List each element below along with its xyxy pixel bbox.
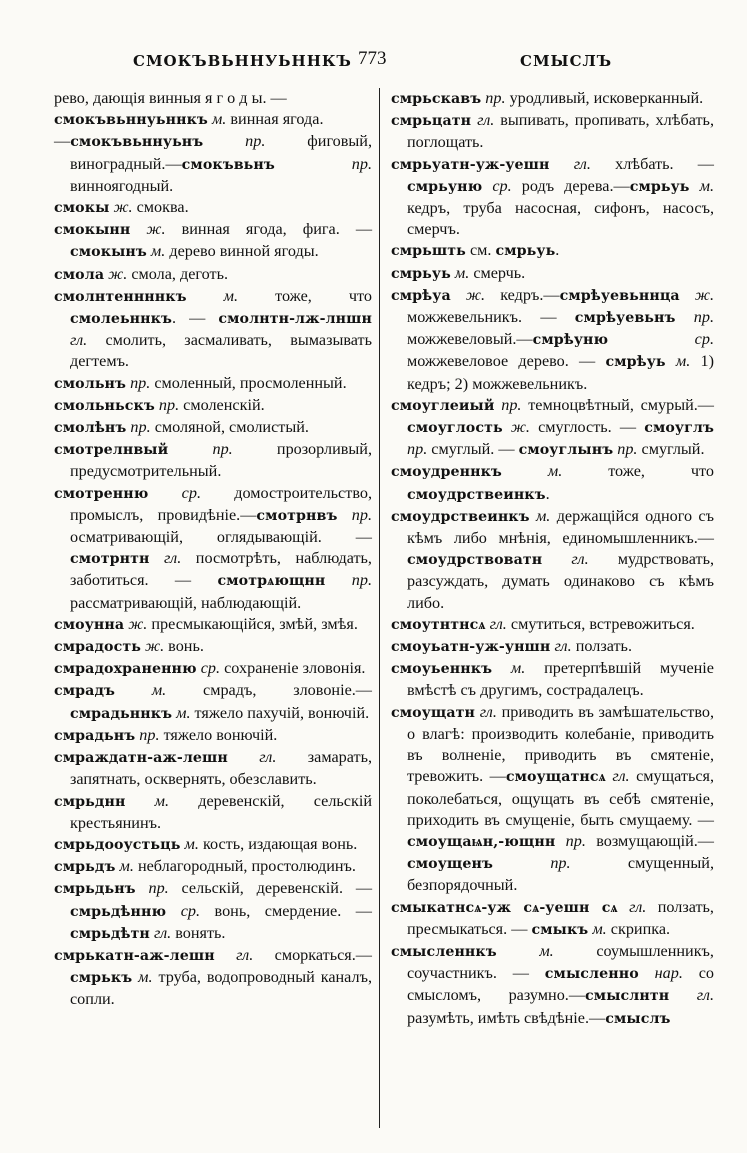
definition-text: смуглый. — (427, 440, 519, 459)
grammar-label: пр. (168, 440, 233, 459)
dictionary-entry (391, 263, 714, 285)
headword: смолнтн-лж-лншн (218, 311, 372, 328)
headword: смокъвьннуьнъ (70, 134, 204, 151)
definition-text: неблагородный, простолюдинъ. (133, 857, 356, 876)
headword: смольнъ (54, 375, 127, 392)
definition-text: со смысломъ, разумно.— (407, 964, 714, 1005)
grammar-label: гл. (227, 748, 277, 767)
grammar-label: м. (132, 968, 153, 987)
headword: смрьскавъ (391, 91, 482, 107)
headword: смола (54, 266, 105, 283)
grammar-label: ср. (608, 330, 714, 349)
definition-text: приводить въ замѣшательство, о влагѣ: производить колебаніе, приводить въ волненіе, приводить въ смятеніе, тревожить. — (407, 702, 714, 786)
grammar-label: гл. (550, 637, 572, 656)
definition-text: рево, дающія винныя я г о д ы. — (54, 89, 287, 107)
headword: смрѣуню (532, 332, 609, 349)
definition-text: винноягодный. (70, 176, 174, 195)
running-header (0, 48, 747, 78)
definition-text: смоленскій. (179, 395, 265, 414)
definition-text: прозорливый, предусмотрительный. (70, 440, 372, 481)
headword: смокынъ (70, 244, 147, 261)
definition-text: смоленный, просмоленный. (150, 373, 347, 392)
definition-text: кедръ.— (485, 285, 560, 304)
definition-text: тяжело пахучій, вонючій. (190, 703, 370, 722)
headword: смрьдъ (54, 859, 116, 876)
dictionary-entry (54, 856, 372, 878)
headword: смоудрствеинкъ (407, 486, 546, 503)
headword: смолнтеннннкъ (54, 288, 187, 305)
headword: смоуглъ (644, 420, 714, 437)
header-right-guideword: СМЫСЛЪ (520, 52, 613, 70)
definition-text: разумѣть, имѣть свѣдѣніе.— (407, 1008, 606, 1027)
headword: смыкатнсѧ-уж сѧ-уешн сѧ (391, 899, 618, 916)
page-number: 773 (358, 48, 387, 69)
grammar-label: м. (180, 834, 199, 853)
definition-text: см. (465, 241, 496, 260)
header-left-guideword: СМОКЪВЬННУЬННКЪ (133, 52, 352, 70)
grammar-label: гл. (542, 550, 589, 569)
headword: смрадость (54, 639, 141, 656)
definition-text: смуглый. (637, 440, 705, 459)
definition-text: кость, издающая вонь. (198, 834, 358, 853)
definition-text: можжевеловое дерево. — (407, 352, 606, 371)
definition-text: мудрствовать, разсуждать, думать одинаково съ кѣмъ либо. (407, 550, 714, 612)
dictionary-entry (391, 897, 714, 941)
dictionary-entry (54, 636, 372, 658)
definition-text: смерчь. (469, 263, 526, 282)
grammar-label: м. (492, 659, 526, 678)
definition-text: . (555, 241, 560, 260)
grammar-label: ср. (482, 176, 512, 195)
left-column (54, 88, 372, 1011)
grammar-label: м. (207, 110, 227, 129)
definition-text: возмущающій.— (585, 831, 714, 850)
headword: смоущатн (391, 704, 476, 721)
headword: смотрелнвый (54, 442, 169, 459)
headword: смокы (54, 200, 110, 217)
definition-text: тяжело вонючій. (159, 725, 278, 744)
grammar-label: пр. (274, 154, 372, 173)
grammar-label: гл. (149, 923, 172, 942)
grammar-label: ж. (109, 198, 133, 217)
headword: смрадъ (54, 683, 116, 700)
dictionary-entry (54, 417, 372, 439)
grammar-label: пр. (494, 395, 522, 414)
dictionary-entry (391, 240, 714, 262)
headword: смрьуь (495, 243, 556, 260)
grammar-label: ср. (148, 483, 201, 502)
grammar-label: м. (689, 176, 714, 195)
grammar-label: пр. (126, 418, 151, 437)
grammar-label: ж. (124, 614, 148, 633)
grammar-label: гл. (669, 986, 714, 1005)
grammar-label: пр. (203, 132, 266, 151)
definition-text: — (54, 132, 71, 151)
grammar-label: м. (172, 703, 191, 722)
headword: смолѣнъ (54, 420, 127, 437)
definition-text: вонь, смердение. — (200, 901, 372, 920)
definition-text: родъ дерева.— (511, 176, 630, 195)
dictionary-entry (391, 636, 714, 658)
definition-text: смоква. (132, 198, 189, 217)
grammar-label: пр. (481, 89, 506, 107)
definition-text: выпивать, пропивать, хлѣбать, поглощать. (407, 111, 714, 152)
definition-text: вонять. (171, 923, 226, 942)
definition-text: рассматривающій, наблюдающій. (70, 593, 302, 612)
dictionary-entry (54, 131, 372, 197)
dictionary-entry (54, 219, 372, 263)
headword: смраждатн-аж-лешн (54, 750, 228, 767)
grammar-label: гл. (617, 897, 647, 916)
dictionary-entry (391, 110, 714, 153)
dictionary-entry (391, 285, 714, 395)
headword: смрьуню (407, 178, 483, 195)
dictionary-entry (391, 461, 714, 505)
headword: смоуглость (407, 420, 503, 437)
grammar-label: ж. (450, 285, 486, 304)
definition-text: хлѣбать. — (590, 154, 714, 173)
dictionary-entry (54, 264, 372, 286)
definition-text: смола, деготь. (127, 264, 229, 283)
definition-text: кедръ, труба насосная, сифонъ, насосъ, смерчъ. (407, 199, 714, 239)
headword: смрѣуевьннца (559, 287, 680, 304)
dictionary-entry (391, 702, 714, 897)
dictionary-entry (391, 941, 714, 1030)
grammar-label: м. (125, 791, 170, 810)
dictionary-entry (54, 109, 372, 131)
headword: смрадохраненню (54, 661, 197, 678)
dictionary-entry (54, 373, 372, 395)
headword: смоунна (54, 616, 125, 633)
grammar-label: нар. (638, 964, 683, 983)
definition-text: темноцвѣтный, смурый.— (521, 395, 714, 414)
dictionary-entry (54, 747, 372, 790)
headword: смрьднн (54, 793, 126, 810)
definition-text: фиговый, виноградный.— (70, 132, 372, 173)
grammar-label: ср. (196, 659, 221, 678)
headword: смрьдѣнню (70, 903, 167, 920)
headword: смолеьннкъ (70, 311, 172, 328)
definition-text: смуглость. — (529, 418, 645, 437)
dictionary-entry (54, 88, 372, 109)
grammar-label: пр. (135, 879, 169, 898)
headword: смотрнтн (70, 551, 150, 568)
definition-text: претерпѣвшій мученіе вмѣстѣ съ другимъ, сострадалецъ. (407, 659, 714, 700)
definition-text: дерево винной ягоды. (165, 242, 319, 261)
grammar-label: гл. (70, 331, 88, 350)
definition-text: уродливый, исковерканный. (505, 89, 704, 107)
grammar-label: гл. (214, 945, 254, 964)
dictionary-entry (391, 614, 714, 636)
definition-text: смрадъ, зловоніе.— (166, 681, 372, 700)
dictionary-entry (54, 834, 372, 856)
grammar-label: ж. (140, 637, 165, 656)
grammar-label: пр. (325, 571, 372, 590)
headword: смоудрствеинкъ (391, 508, 530, 525)
grammar-label: пр. (492, 854, 571, 873)
headword: смрьуь (391, 265, 451, 282)
dictionary-entry (54, 614, 372, 636)
grammar-label: пр. (337, 505, 372, 524)
headword: смрьуатн-уж-уешн (391, 156, 550, 173)
dictionary-entry (391, 506, 714, 614)
headword: смрѣуь (605, 354, 666, 371)
definition-text: . (545, 484, 550, 503)
definition-text: скрипка. (606, 919, 671, 938)
dictionary-entry (391, 154, 714, 241)
headword: смысленнкъ (391, 943, 497, 960)
grammar-label: гл. (605, 767, 630, 786)
dictionary-entry (391, 658, 714, 701)
definition-text: сморкаться.— (253, 945, 372, 964)
definition-text: смутиться, встревожиться. (506, 614, 695, 633)
dictionary-entry (54, 725, 372, 747)
headword: смрѣуа (391, 287, 451, 304)
definition-text: смоляной, смолистый. (150, 418, 309, 437)
headword: смоуглеиый (391, 397, 495, 414)
grammar-label: ж. (130, 220, 166, 239)
grammar-label: пр. (154, 395, 180, 414)
definition-text: тоже, что (238, 286, 372, 305)
definition-text: смолить, засмаливать, вымазывать дегтемъ. (70, 331, 372, 371)
headword: смрькатн-аж-лешн (54, 947, 215, 964)
dictionary-entry (54, 197, 372, 219)
definition-text: замарать, запятнать, осквернять, обезславить. (70, 748, 372, 789)
headword: смрадьннкъ (70, 705, 173, 722)
dictionary-entry (54, 439, 372, 482)
headword: смрьцатн (391, 113, 472, 130)
headword: смыкъ (531, 921, 589, 938)
definition-text: смущаться, поколебаться, ощущать въ себѣ смятеніе, приходить въ смущеніе, быть смущаему. — (407, 767, 715, 829)
dictionary-entry (391, 88, 714, 110)
definition-text: вонь. (164, 637, 204, 656)
definition-text: 1) кедръ; 2) можжевельникъ. (407, 352, 715, 393)
grammar-label: гл. (471, 111, 495, 130)
grammar-label: пр. (126, 373, 151, 392)
grammar-label: м. (496, 941, 554, 960)
definition-text: ползать. (571, 637, 632, 656)
definition-text: можжевеловый.— (407, 330, 533, 349)
headword: смотрѧющнн (217, 573, 326, 590)
dictionary-entry (391, 395, 714, 462)
definition-text: сохраненіе зловонія. (220, 659, 366, 678)
grammar-label: ж. (104, 264, 128, 283)
dictionary-entry (54, 483, 372, 614)
headword: смоущенъ (407, 856, 493, 873)
grammar-label: м. (146, 242, 166, 261)
grammar-label: м. (529, 506, 551, 525)
dictionary-entry (54, 878, 372, 945)
dictionary-entry (54, 286, 372, 373)
grammar-label: ж. (502, 418, 530, 437)
headword: смотрнвъ (256, 507, 338, 524)
definition-text: осматривающій, оглядывающій. — (70, 528, 372, 547)
headword: смокъвьнъ (181, 156, 275, 173)
grammar-label: ж. (679, 285, 714, 304)
headword: смрадьнъ (54, 727, 136, 744)
headword: смоудрствоватн (407, 552, 543, 569)
headword: смокынн (54, 222, 131, 239)
column-divider (379, 88, 380, 1128)
definition-text: держащійся одного съ кѣмъ либо мнѣнія, единомышленникъ.— (407, 506, 714, 548)
grammar-label: гл. (149, 549, 182, 568)
headword: смрьшть (391, 243, 466, 260)
grammar-label: м. (450, 263, 470, 282)
headword: смрькъ (70, 970, 133, 987)
grammar-label: м. (115, 857, 134, 876)
definition-text: . — (171, 309, 219, 328)
headword: смотренню (54, 485, 149, 502)
headword: смоуьеннкъ (391, 661, 493, 678)
definition-text: труба, водопроводный каналъ, сопли. (70, 968, 372, 1009)
grammar-label: м. (186, 286, 239, 305)
definition-text: соумышленникъ, соучастникъ. — (407, 941, 714, 983)
right-column (391, 88, 714, 1030)
grammar-label: ср. (166, 901, 201, 920)
grammar-label: гл. (549, 154, 591, 173)
grammar-label: пр. (555, 831, 586, 850)
definition-text: пресмыкающійся, змѣй, змѣя. (147, 614, 358, 633)
grammar-label: пр. (675, 308, 715, 327)
headword: смоущаѩн,-ющнн (407, 833, 556, 850)
headword: смоутнтнсѧ (391, 616, 486, 633)
grammar-label: м. (501, 462, 563, 481)
headword: смрьдьнъ (54, 881, 136, 898)
grammar-label: гл. (485, 614, 507, 633)
grammar-label: м. (115, 681, 167, 700)
grammar-label: пр. (135, 725, 160, 744)
dictionary-entry (54, 945, 372, 1011)
dictionary-entry (54, 791, 372, 834)
dictionary-entry (54, 658, 372, 680)
definition-text: деревенскій, сельскій крестьянинъ. (70, 791, 372, 832)
dictionary-entry (54, 680, 372, 724)
headword: смокъвьннуьннкъ (54, 112, 208, 129)
definition-text: винная ягода, фига. — (165, 220, 373, 239)
headword: смрьдооустьць (54, 836, 181, 853)
definition-text: смущенный, безпорядочный. (407, 854, 714, 895)
headword: смрьдѣтн (70, 925, 150, 942)
grammar-label: м. (665, 352, 691, 371)
definition-text: посмотрѣть, наблюдать, заботиться. — (70, 549, 372, 590)
dictionary-entry (54, 395, 372, 417)
grammar-label: пр. (407, 440, 428, 459)
headword: смоуглынъ (518, 442, 614, 459)
definition-text: домостроительство, промыслъ, провидѣніе.— (70, 483, 372, 524)
headword: смыслъ (605, 1010, 671, 1027)
headword: смоудреннкъ (391, 464, 502, 481)
grammar-label: гл. (475, 702, 497, 721)
headword: смрѣуевьнъ (574, 310, 676, 327)
grammar-label: м. (588, 919, 607, 938)
headword: смоущатнсѧ (505, 769, 606, 786)
headword: смоуьатн-уж-уншн (391, 639, 551, 656)
definition-text: тоже, что (562, 462, 714, 481)
definition-text: можжевельникъ. — (407, 308, 575, 327)
definition-text: винная ягода. (226, 110, 324, 129)
definition-text: ползать, пресмыкаться. — (407, 897, 714, 938)
headword: смольньскъ (54, 397, 155, 414)
definition-text: сельскій, деревенскій. — (168, 879, 373, 898)
headword: смысленно (544, 966, 639, 983)
grammar-label: пр. (613, 440, 638, 459)
headword: смыслнтн (585, 988, 670, 1005)
headword: смрьуь (629, 178, 690, 195)
